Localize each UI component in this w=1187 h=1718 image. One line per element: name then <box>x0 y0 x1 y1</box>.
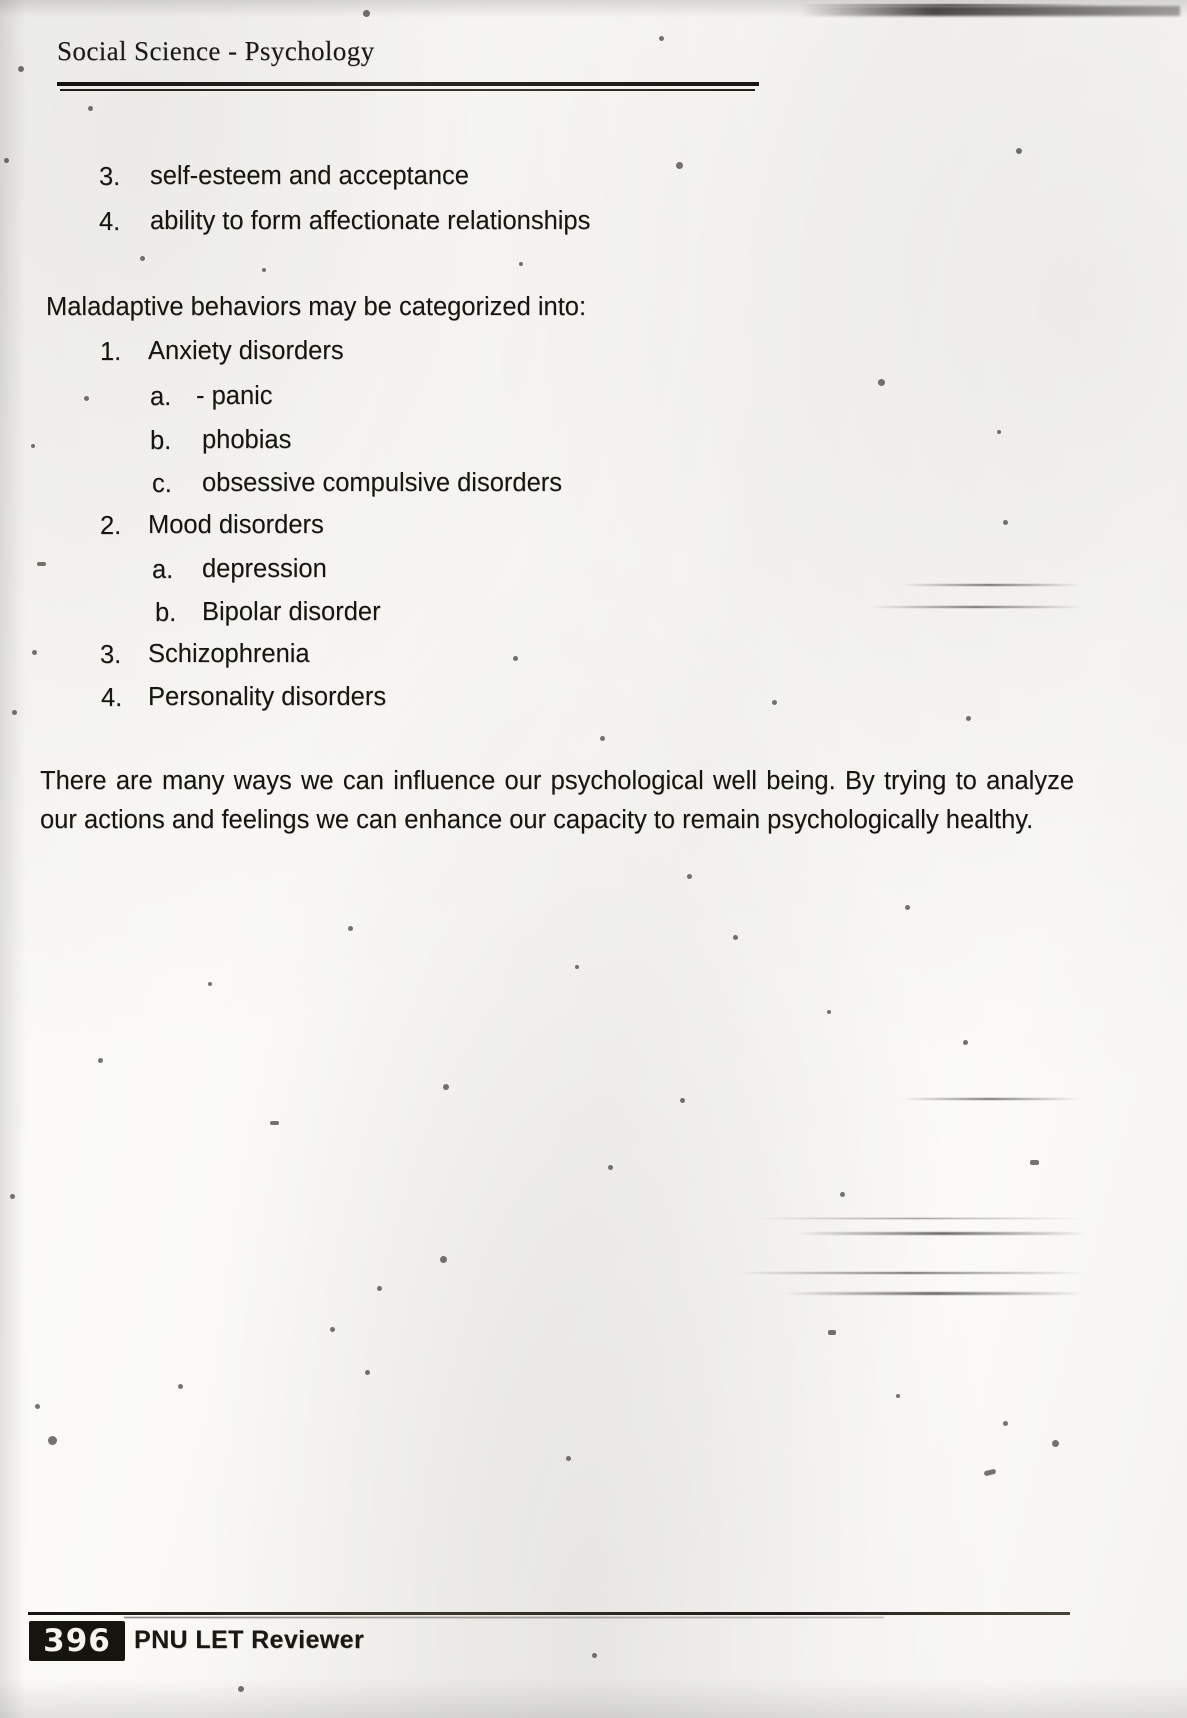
page-bottom-shadow <box>0 1678 1187 1718</box>
page-number-badge <box>29 1621 125 1661</box>
list-item: self-esteem and acceptance <box>150 162 469 190</box>
page-left-shadow <box>0 0 26 1718</box>
footer-divider <box>28 1612 1070 1619</box>
header-divider <box>57 82 759 91</box>
sub-list-item: Bipolar disorder <box>202 598 381 626</box>
sub-list-marker: c. <box>152 470 172 498</box>
sub-list-marker: a. <box>152 556 174 584</box>
sub-list-marker: b. <box>155 599 177 627</box>
list-marker: 3. <box>99 163 121 191</box>
list-marker: 4. <box>101 684 123 712</box>
sub-list-item: obsessive compulsive disorders <box>202 469 562 497</box>
section-intro: Maladaptive behaviors may be categorized into: <box>46 293 587 321</box>
sub-list-marker: b. <box>150 427 172 455</box>
list-marker: 3. <box>100 641 122 669</box>
list-item: Anxiety disorders <box>148 337 344 365</box>
list-item: Personality disorders <box>148 683 387 711</box>
list-item: Mood disorders <box>148 511 324 539</box>
list-marker: 4. <box>99 208 121 236</box>
scan-artifact-top-strip <box>800 6 1180 16</box>
list-marker: 1. <box>100 338 122 366</box>
page-title: Social Science - Psychology <box>57 36 375 66</box>
sub-list-item: depression <box>202 555 327 583</box>
page-number: 396 <box>43 1623 111 1659</box>
sub-list-item: phobias <box>202 426 292 454</box>
running-header <box>57 36 777 67</box>
list-marker: 2. <box>100 512 122 540</box>
sub-list-marker: a. <box>150 383 172 411</box>
sub-list-item: - panic <box>196 382 273 410</box>
list-item: ability to form affectionate relationships <box>150 207 591 235</box>
list-item: Schizophrenia <box>148 640 310 668</box>
book-title-footer: PNU LET Reviewer <box>134 1626 365 1654</box>
closing-paragraph: There are many ways we can influence our psychological well being. By trying to analyze our actions and feelings we can enhance our capacity to remain psychologically healthy. <box>40 767 1074 834</box>
